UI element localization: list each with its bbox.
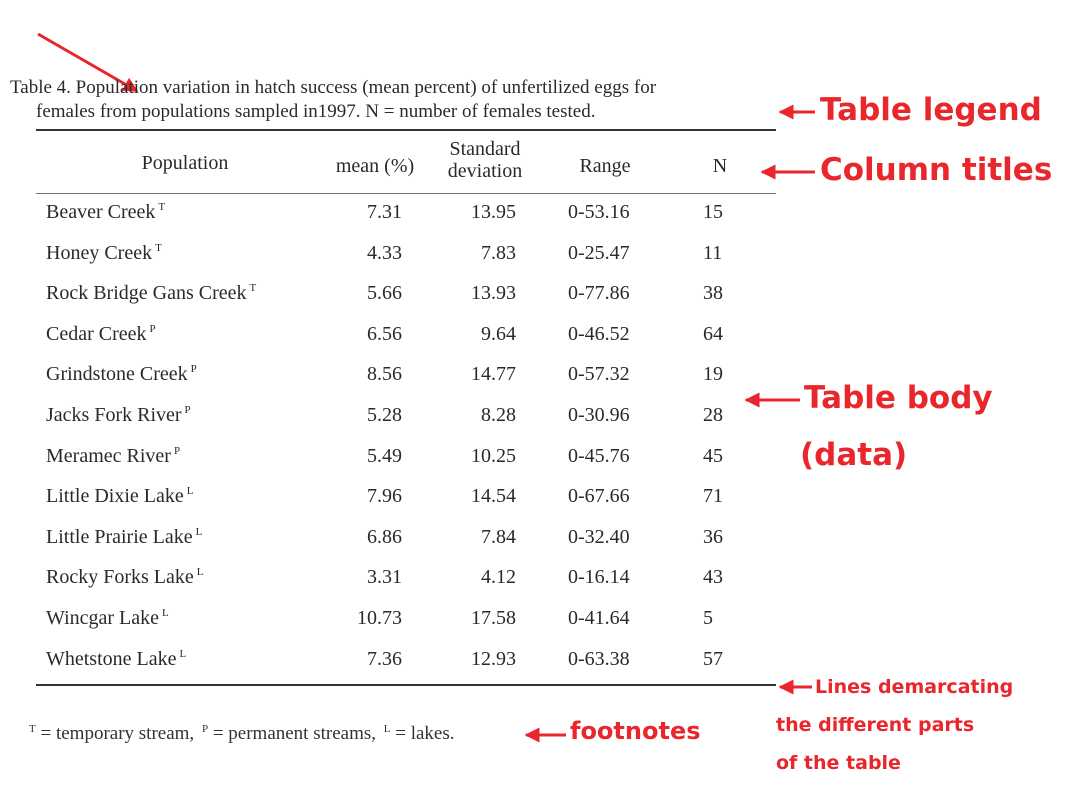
cell-n-text: 36: [703, 526, 723, 548]
cell-population: [46, 484, 193, 508]
annotation-table-data: (data): [800, 437, 908, 473]
cell-population-text: Rock Bridge Gans Creek: [46, 282, 247, 304]
cell-population: [46, 362, 197, 386]
footnote-p-text: = permanent streams,: [208, 723, 381, 744]
cell-mean-text: 8.56: [367, 363, 402, 385]
caption-line-1: Table 4. Population variation in hatch success (mean percent) of unfertilized eggs for: [10, 77, 657, 98]
cell-population: [46, 444, 180, 468]
cell-population: [46, 647, 186, 671]
cell-population: [46, 403, 191, 427]
cell-range-text: 0-32.40: [568, 526, 630, 548]
footnote-p-sup: P: [201, 722, 209, 735]
cell-population-text: Little Dixie Lake: [46, 485, 184, 507]
cell-n-text: 28: [703, 404, 723, 426]
cell-sd-text: 14.54: [471, 485, 516, 507]
cell-range-text: 0-41.64: [568, 607, 630, 629]
cell-sd-text: 7.84: [481, 526, 516, 548]
cell-range: [568, 565, 630, 589]
cell-sd-text: 4.12: [481, 566, 516, 588]
cell-range: [568, 322, 630, 346]
cell-sd-text: 9.64: [481, 323, 516, 345]
cell-sd: [444, 444, 516, 468]
cell-mean-text: 5.66: [367, 282, 402, 304]
cell-sd-text: 7.83: [481, 242, 516, 264]
habitat-superscript: L: [162, 607, 169, 620]
cell-n-text: 45: [703, 445, 723, 467]
habitat-superscript: L: [196, 566, 204, 579]
caption-line-2: females from populations sampled in1997. N = number of females tested.: [36, 101, 596, 122]
cell-n-text: 19: [703, 363, 723, 385]
cell-n-text: 15: [703, 201, 723, 223]
cell-range: [568, 403, 630, 427]
cell-range-text: 0-57.32: [568, 363, 630, 385]
cell-mean: [340, 647, 402, 671]
habitat-superscript: L: [186, 485, 194, 498]
cell-n-text: 57: [703, 648, 723, 670]
cell-n: [703, 525, 723, 549]
cell-sd: [444, 484, 516, 508]
cell-mean: [340, 362, 402, 386]
habitat-superscript: P: [184, 404, 191, 417]
cell-mean: [340, 525, 402, 549]
cell-sd-text: 12.93: [471, 648, 516, 670]
cell-population: [46, 565, 204, 589]
footnote-t-text: = temporary stream,: [35, 723, 199, 744]
cell-n: [703, 444, 723, 468]
cell-mean-text: 4.33: [367, 242, 402, 264]
cell-range-text: 0-46.52: [568, 323, 630, 345]
footnote-l-sup: L: [383, 722, 391, 735]
col-header-mean: mean (%): [335, 155, 415, 177]
cell-n: [703, 281, 723, 305]
cell-sd-text: 13.93: [471, 282, 516, 304]
cell-population-text: Little Prairie Lake: [46, 526, 193, 548]
cell-mean: [340, 322, 402, 346]
bottom-rule: [36, 684, 776, 686]
habitat-superscript: P: [173, 445, 181, 458]
cell-n: [703, 403, 723, 427]
habitat-superscript: L: [195, 526, 203, 539]
cell-range: [568, 606, 630, 630]
cell-sd: [444, 525, 516, 549]
cell-sd: [444, 647, 516, 671]
annotation-table-body: Table body: [804, 380, 993, 416]
annotation-footnotes: footnotes: [570, 717, 701, 745]
top-rule: [36, 129, 776, 131]
footnotes-text: [26, 722, 455, 746]
habitat-superscript: T: [158, 201, 166, 214]
annotation-lines-2: the different parts: [776, 714, 975, 736]
habitat-superscript: P: [149, 323, 156, 336]
cell-n-text: 64: [703, 323, 723, 345]
cell-range: [568, 362, 630, 386]
cell-population: [46, 606, 169, 630]
cell-range: [568, 444, 630, 468]
col-header-range: Range: [579, 155, 631, 177]
cell-population-text: Rocky Forks Lake: [46, 566, 194, 588]
cell-mean: [340, 565, 402, 589]
habitat-superscript: T: [249, 282, 257, 295]
cell-range: [568, 241, 630, 265]
cell-sd: [444, 362, 516, 386]
cell-mean: [340, 241, 402, 265]
cell-range: [568, 525, 630, 549]
cell-n: [703, 606, 713, 630]
cell-population-text: Cedar Creek: [46, 323, 147, 345]
annotation-lines-1: Lines demarcating: [815, 676, 1014, 698]
cell-range-text: 0-53.16: [568, 201, 630, 223]
cell-range: [568, 647, 630, 671]
cell-range-text: 0-30.96: [568, 404, 630, 426]
cell-sd: [444, 403, 516, 427]
annotation-table-legend: Table legend: [820, 92, 1042, 128]
cell-n: [703, 484, 723, 508]
cell-mean: [340, 606, 402, 630]
cell-mean-text: 10.73: [357, 607, 402, 629]
cell-mean-text: 5.49: [367, 445, 402, 467]
cell-population: [46, 322, 156, 346]
cell-range: [568, 484, 630, 508]
cell-population-text: Meramec River: [46, 445, 171, 467]
cell-population-text: Grindstone Creek: [46, 363, 188, 385]
annotation-column-titles: Column titles: [820, 152, 1053, 188]
cell-population: [46, 281, 256, 305]
cell-range-text: 0-63.38: [568, 648, 630, 670]
habitat-superscript: P: [190, 363, 197, 376]
col-header-population: Population: [141, 152, 229, 174]
annotation-lines-3: of the table: [776, 752, 901, 774]
cell-range-text: 0-77.86: [568, 282, 630, 304]
cell-mean-text: 7.36: [367, 648, 402, 670]
cell-mean: [340, 200, 402, 224]
cell-n: [703, 322, 723, 346]
cell-n: [703, 200, 723, 224]
cell-sd-text: 10.25: [471, 445, 516, 467]
cell-mean-text: 7.96: [367, 485, 402, 507]
cell-population: [46, 241, 162, 265]
cell-range-text: 0-67.66: [568, 485, 630, 507]
cell-sd-text: 14.77: [471, 363, 516, 385]
cell-population-text: Whetstone Lake: [46, 648, 177, 670]
cell-mean-text: 6.86: [367, 526, 402, 548]
cell-mean: [340, 444, 402, 468]
cell-population: [46, 525, 202, 549]
cell-population-text: Jacks Fork River: [46, 404, 182, 426]
cell-n: [703, 362, 723, 386]
cell-mean-text: 3.31: [367, 566, 402, 588]
cell-n-text: 5: [703, 607, 713, 629]
cell-mean: [340, 403, 402, 427]
cell-n: [703, 647, 723, 671]
cell-sd-text: 17.58: [471, 607, 516, 629]
cell-sd: [444, 606, 516, 630]
cell-range-text: 0-45.76: [568, 445, 630, 467]
cell-sd: [444, 322, 516, 346]
table-caption: [10, 76, 780, 124]
cell-n: [703, 241, 722, 265]
cell-mean: [340, 484, 402, 508]
cell-population-text: Honey Creek: [46, 242, 153, 264]
cell-range-text: 0-25.47: [568, 242, 630, 264]
cell-mean: [340, 281, 402, 305]
col-header-sd: Standard deviation: [447, 138, 523, 182]
cell-sd: [444, 241, 516, 265]
cell-sd-text: 13.95: [471, 201, 516, 223]
cell-sd: [444, 200, 516, 224]
cell-population-text: Beaver Creek: [46, 201, 156, 223]
cell-n-text: 38: [703, 282, 723, 304]
cell-n-text: 11: [703, 242, 723, 264]
habitat-superscript: L: [179, 648, 187, 661]
header-rule: [36, 193, 776, 194]
cell-range-text: 0-16.14: [568, 566, 630, 588]
cell-n-text: 43: [703, 566, 723, 588]
footnote-l-text: = lakes.: [390, 723, 455, 744]
footnote-t-sup: T: [29, 722, 36, 735]
cell-sd: [444, 565, 516, 589]
cell-range: [568, 281, 630, 305]
cell-n: [703, 565, 723, 589]
cell-sd: [444, 281, 516, 305]
cell-sd-text: 8.28: [481, 404, 516, 426]
cell-population-text: Wincgar Lake: [46, 607, 160, 629]
cell-population: [46, 200, 165, 224]
col-header-n: N: [712, 155, 728, 177]
cell-mean-text: 5.28: [367, 404, 402, 426]
cell-n-text: 71: [703, 485, 723, 507]
cell-mean-text: 6.56: [367, 323, 402, 345]
cell-range: [568, 200, 630, 224]
habitat-superscript: T: [155, 242, 162, 255]
cell-mean-text: 7.31: [367, 201, 402, 223]
